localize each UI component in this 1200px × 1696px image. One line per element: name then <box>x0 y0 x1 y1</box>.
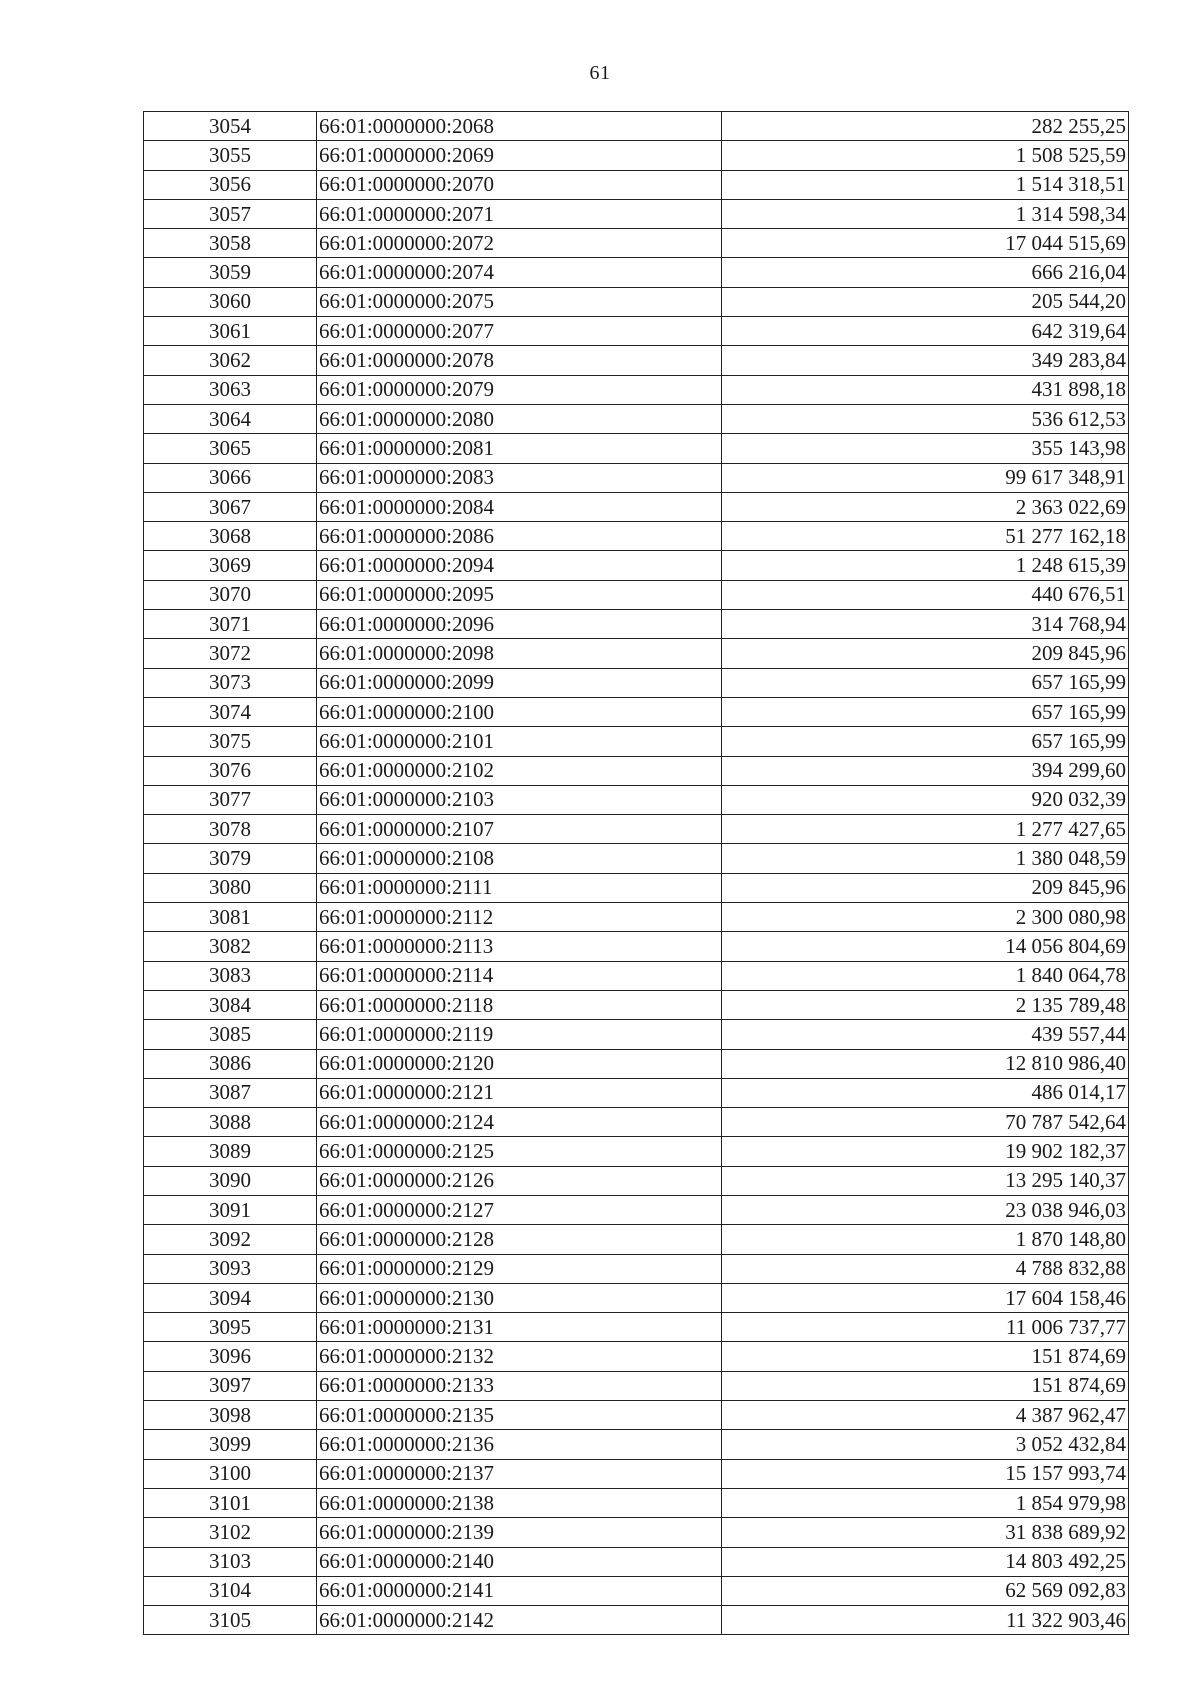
cadastral-number-cell: 66:01:0000000:2094 <box>317 551 722 580</box>
page-number: 61 <box>589 62 611 84</box>
cadastral-number-cell: 66:01:0000000:2072 <box>317 229 722 258</box>
cadastral-value-cell: 31 838 689,92 <box>722 1518 1129 1547</box>
cadastral-number-cell: 66:01:0000000:2079 <box>317 375 722 404</box>
cadastral-value-cell: 349 283,84 <box>722 346 1129 375</box>
cadastral-number-cell: 66:01:0000000:2099 <box>317 668 722 697</box>
row-number-cell: 3056 <box>144 170 317 199</box>
row-number-cell: 3082 <box>144 932 317 961</box>
row-number-cell: 3091 <box>144 1195 317 1224</box>
row-number-cell: 3060 <box>144 287 317 316</box>
cadastral-value-cell: 440 676,51 <box>722 580 1129 609</box>
cadastral-number-cell: 66:01:0000000:2096 <box>317 610 722 639</box>
cadastral-number-cell: 66:01:0000000:2139 <box>317 1518 722 1547</box>
row-number-cell: 3057 <box>144 199 317 228</box>
cadastral-number-cell: 66:01:0000000:2078 <box>317 346 722 375</box>
cadastral-value-cell: 666 216,04 <box>722 258 1129 287</box>
cadastral-number-cell: 66:01:0000000:2074 <box>317 258 722 287</box>
cadastral-value-cell: 70 787 542,64 <box>722 1108 1129 1137</box>
cadastral-value-cell: 1 380 048,59 <box>722 844 1129 873</box>
cadastral-value-cell: 355 143,98 <box>722 434 1129 463</box>
row-number-cell: 3066 <box>144 463 317 492</box>
cadastral-value-cell: 151 874,69 <box>722 1342 1129 1371</box>
cadastral-number-cell: 66:01:0000000:2120 <box>317 1049 722 1078</box>
table-row <box>144 580 1129 609</box>
table-row <box>144 434 1129 463</box>
row-number-cell: 3067 <box>144 492 317 521</box>
table-row <box>144 1254 1129 1283</box>
cadastral-number-cell: 66:01:0000000:2118 <box>317 990 722 1019</box>
table-row <box>144 1195 1129 1224</box>
cadastral-value-cell: 657 165,99 <box>722 727 1129 756</box>
row-number-cell: 3064 <box>144 404 317 433</box>
table-row <box>144 404 1129 433</box>
row-number-cell: 3063 <box>144 375 317 404</box>
row-number-cell: 3071 <box>144 610 317 639</box>
cadastral-number-cell: 66:01:0000000:2121 <box>317 1078 722 1107</box>
cadastral-value-cell: 394 299,60 <box>722 756 1129 785</box>
cadastral-number-cell: 66:01:0000000:2075 <box>317 287 722 316</box>
table-row <box>144 639 1129 668</box>
table-row <box>144 229 1129 258</box>
cadastral-number-cell: 66:01:0000000:2081 <box>317 434 722 463</box>
table-row <box>144 1313 1129 1342</box>
cadastral-value-cell: 282 255,25 <box>722 112 1129 141</box>
cadastral-value-cell: 1 248 615,39 <box>722 551 1129 580</box>
table-row <box>144 610 1129 639</box>
table-row <box>144 1547 1129 1576</box>
row-number-cell: 3054 <box>144 112 317 141</box>
cadastral-value-cell: 4 387 962,47 <box>722 1401 1129 1430</box>
cadastral-value-cell: 151 874,69 <box>722 1371 1129 1400</box>
table-row <box>144 1342 1129 1371</box>
cadastral-value-cell: 2 300 080,98 <box>722 903 1129 932</box>
row-number-cell: 3084 <box>144 990 317 1019</box>
cadastral-number-cell: 66:01:0000000:2128 <box>317 1225 722 1254</box>
table-row <box>144 492 1129 521</box>
row-number-cell: 3077 <box>144 785 317 814</box>
cadastral-value-cell: 1 854 979,98 <box>722 1488 1129 1517</box>
table-row <box>144 1225 1129 1254</box>
cadastral-value-cell: 314 768,94 <box>722 610 1129 639</box>
row-number-cell: 3088 <box>144 1108 317 1137</box>
table-row <box>144 258 1129 287</box>
cadastral-number-cell: 66:01:0000000:2133 <box>317 1371 722 1400</box>
table-row <box>144 785 1129 814</box>
cadastral-number-cell: 66:01:0000000:2141 <box>317 1576 722 1605</box>
cadastral-number-cell: 66:01:0000000:2112 <box>317 903 722 932</box>
row-number-cell: 3069 <box>144 551 317 580</box>
table-row <box>144 990 1129 1019</box>
cadastral-number-cell: 66:01:0000000:2127 <box>317 1195 722 1224</box>
table-row <box>144 317 1129 346</box>
table-body <box>144 112 1129 1635</box>
table-row <box>144 375 1129 404</box>
row-number-cell: 3101 <box>144 1488 317 1517</box>
table-row <box>144 727 1129 756</box>
row-number-cell: 3100 <box>144 1459 317 1488</box>
table-row <box>144 346 1129 375</box>
cadastral-value-cell: 205 544,20 <box>722 287 1129 316</box>
cadastral-value-cell: 62 569 092,83 <box>722 1576 1129 1605</box>
table-row <box>144 844 1129 873</box>
table-row <box>144 873 1129 902</box>
cadastral-value-cell: 1 840 064,78 <box>722 961 1129 990</box>
row-number-cell: 3086 <box>144 1049 317 1078</box>
cadastral-value-cell: 14 803 492,25 <box>722 1547 1129 1576</box>
table-row <box>144 1518 1129 1547</box>
table-row <box>144 1430 1129 1459</box>
cadastral-value-cell: 11 006 737,77 <box>722 1313 1129 1342</box>
row-number-cell: 3070 <box>144 580 317 609</box>
cadastral-value-cell: 642 319,64 <box>722 317 1129 346</box>
cadastral-value-cell: 15 157 993,74 <box>722 1459 1129 1488</box>
cadastral-number-cell: 66:01:0000000:2077 <box>317 317 722 346</box>
table-row <box>144 170 1129 199</box>
cadastral-number-cell: 66:01:0000000:2101 <box>317 727 722 756</box>
row-number-cell: 3098 <box>144 1401 317 1430</box>
row-number-cell: 3065 <box>144 434 317 463</box>
cadastral-value-cell: 3 052 432,84 <box>722 1430 1129 1459</box>
cadastral-number-cell: 66:01:0000000:2113 <box>317 932 722 961</box>
table-row <box>144 1108 1129 1137</box>
cadastral-number-cell: 66:01:0000000:2095 <box>317 580 722 609</box>
cadastral-value-cell: 209 845,96 <box>722 639 1129 668</box>
row-number-cell: 3096 <box>144 1342 317 1371</box>
row-number-cell: 3072 <box>144 639 317 668</box>
row-number-cell: 3078 <box>144 815 317 844</box>
cadastral-value-cell: 657 165,99 <box>722 668 1129 697</box>
cadastral-value-table <box>143 111 1129 1635</box>
table-row <box>144 1078 1129 1107</box>
row-number-cell: 3081 <box>144 903 317 932</box>
cadastral-value-cell: 51 277 162,18 <box>722 522 1129 551</box>
cadastral-number-cell: 66:01:0000000:2098 <box>317 639 722 668</box>
cadastral-number-cell: 66:01:0000000:2130 <box>317 1283 722 1312</box>
table-row <box>144 1020 1129 1049</box>
cadastral-value-cell: 431 898,18 <box>722 375 1129 404</box>
row-number-cell: 3095 <box>144 1313 317 1342</box>
cadastral-number-cell: 66:01:0000000:2142 <box>317 1606 722 1635</box>
cadastral-value-cell: 2 363 022,69 <box>722 492 1129 521</box>
cadastral-value-cell: 439 557,44 <box>722 1020 1129 1049</box>
cadastral-value-cell: 17 604 158,46 <box>722 1283 1129 1312</box>
cadastral-number-cell: 66:01:0000000:2071 <box>317 199 722 228</box>
table-row <box>144 1401 1129 1430</box>
cadastral-number-cell: 66:01:0000000:2107 <box>317 815 722 844</box>
table-row <box>144 1049 1129 1078</box>
cadastral-value-cell: 1 870 148,80 <box>722 1225 1129 1254</box>
table-row <box>144 756 1129 785</box>
cadastral-number-cell: 66:01:0000000:2137 <box>317 1459 722 1488</box>
row-number-cell: 3058 <box>144 229 317 258</box>
cadastral-value-cell: 1 514 318,51 <box>722 170 1129 199</box>
row-number-cell: 3090 <box>144 1166 317 1195</box>
row-number-cell: 3087 <box>144 1078 317 1107</box>
cadastral-number-cell: 66:01:0000000:2070 <box>317 170 722 199</box>
table-row <box>144 668 1129 697</box>
row-number-cell: 3068 <box>144 522 317 551</box>
cadastral-value-cell: 4 788 832,88 <box>722 1254 1129 1283</box>
table-row <box>144 961 1129 990</box>
cadastral-value-cell: 11 322 903,46 <box>722 1606 1129 1635</box>
table-row <box>144 522 1129 551</box>
row-number-cell: 3085 <box>144 1020 317 1049</box>
cadastral-number-cell: 66:01:0000000:2126 <box>317 1166 722 1195</box>
row-number-cell: 3092 <box>144 1225 317 1254</box>
cadastral-number-cell: 66:01:0000000:2138 <box>317 1488 722 1517</box>
table-row <box>144 1283 1129 1312</box>
row-number-cell: 3094 <box>144 1283 317 1312</box>
table-row <box>144 141 1129 170</box>
row-number-cell: 3103 <box>144 1547 317 1576</box>
cadastral-value-cell: 920 032,39 <box>722 785 1129 814</box>
cadastral-number-cell: 66:01:0000000:2131 <box>317 1313 722 1342</box>
cadastral-value-cell: 486 014,17 <box>722 1078 1129 1107</box>
row-number-cell: 3074 <box>144 697 317 726</box>
table-row <box>144 903 1129 932</box>
cadastral-number-cell: 66:01:0000000:2125 <box>317 1137 722 1166</box>
cadastral-number-cell: 66:01:0000000:2102 <box>317 756 722 785</box>
cadastral-value-cell: 12 810 986,40 <box>722 1049 1129 1078</box>
cadastral-number-cell: 66:01:0000000:2084 <box>317 492 722 521</box>
row-number-cell: 3075 <box>144 727 317 756</box>
row-number-cell: 3102 <box>144 1518 317 1547</box>
table-row <box>144 112 1129 141</box>
table-row <box>144 1371 1129 1400</box>
cadastral-value-cell: 1 508 525,59 <box>722 141 1129 170</box>
row-number-cell: 3105 <box>144 1606 317 1635</box>
row-number-cell: 3104 <box>144 1576 317 1605</box>
row-number-cell: 3059 <box>144 258 317 287</box>
table-row <box>144 287 1129 316</box>
table-row <box>144 551 1129 580</box>
table-row <box>144 1606 1129 1635</box>
table-row <box>144 1488 1129 1517</box>
table-row <box>144 199 1129 228</box>
cadastral-value-cell: 17 044 515,69 <box>722 229 1129 258</box>
table-row <box>144 1576 1129 1605</box>
row-number-cell: 3061 <box>144 317 317 346</box>
table-row <box>144 697 1129 726</box>
cadastral-value-cell: 14 056 804,69 <box>722 932 1129 961</box>
cadastral-number-cell: 66:01:0000000:2136 <box>317 1430 722 1459</box>
cadastral-number-cell: 66:01:0000000:2100 <box>317 697 722 726</box>
cadastral-value-cell: 2 135 789,48 <box>722 990 1129 1019</box>
cadastral-number-cell: 66:01:0000000:2129 <box>317 1254 722 1283</box>
table-row <box>144 815 1129 844</box>
table-row <box>144 463 1129 492</box>
table-row <box>144 1459 1129 1488</box>
cadastral-number-cell: 66:01:0000000:2124 <box>317 1108 722 1137</box>
table-row <box>144 1137 1129 1166</box>
cadastral-number-cell: 66:01:0000000:2119 <box>317 1020 722 1049</box>
cadastral-number-cell: 66:01:0000000:2114 <box>317 961 722 990</box>
row-number-cell: 3076 <box>144 756 317 785</box>
row-number-cell: 3083 <box>144 961 317 990</box>
cadastral-number-cell: 66:01:0000000:2080 <box>317 404 722 433</box>
table-row <box>144 1166 1129 1195</box>
cadastral-number-cell: 66:01:0000000:2111 <box>317 873 722 902</box>
row-number-cell: 3080 <box>144 873 317 902</box>
cadastral-number-cell: 66:01:0000000:2086 <box>317 522 722 551</box>
cadastral-value-cell: 23 038 946,03 <box>722 1195 1129 1224</box>
table-row <box>144 932 1129 961</box>
row-number-cell: 3055 <box>144 141 317 170</box>
row-number-cell: 3099 <box>144 1430 317 1459</box>
cadastral-value-cell: 19 902 182,37 <box>722 1137 1129 1166</box>
row-number-cell: 3089 <box>144 1137 317 1166</box>
row-number-cell: 3097 <box>144 1371 317 1400</box>
cadastral-number-cell: 66:01:0000000:2069 <box>317 141 722 170</box>
row-number-cell: 3093 <box>144 1254 317 1283</box>
row-number-cell: 3062 <box>144 346 317 375</box>
cadastral-number-cell: 66:01:0000000:2068 <box>317 112 722 141</box>
cadastral-number-cell: 66:01:0000000:2132 <box>317 1342 722 1371</box>
cadastral-value-cell: 99 617 348,91 <box>722 463 1129 492</box>
cadastral-value-cell: 209 845,96 <box>722 873 1129 902</box>
cadastral-value-cell: 1 277 427,65 <box>722 815 1129 844</box>
cadastral-value-cell: 13 295 140,37 <box>722 1166 1129 1195</box>
row-number-cell: 3079 <box>144 844 317 873</box>
cadastral-number-cell: 66:01:0000000:2140 <box>317 1547 722 1576</box>
cadastral-number-cell: 66:01:0000000:2083 <box>317 463 722 492</box>
cadastral-value-cell: 657 165,99 <box>722 697 1129 726</box>
cadastral-value-cell: 1 314 598,34 <box>722 199 1129 228</box>
cadastral-value-cell: 536 612,53 <box>722 404 1129 433</box>
cadastral-number-cell: 66:01:0000000:2103 <box>317 785 722 814</box>
cadastral-number-cell: 66:01:0000000:2108 <box>317 844 722 873</box>
cadastral-number-cell: 66:01:0000000:2135 <box>317 1401 722 1430</box>
row-number-cell: 3073 <box>144 668 317 697</box>
